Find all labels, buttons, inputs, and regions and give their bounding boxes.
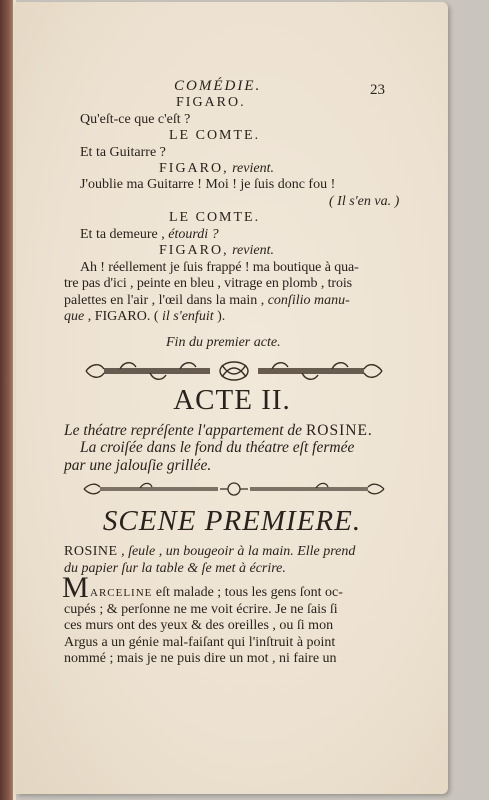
scene-title: SCENE PREMIERE. (102, 505, 362, 537)
ornament-divider (80, 481, 388, 497)
paragraph-line: que , FIGARO. ( il s'enfuit ). (64, 309, 226, 324)
body-line: ARCELINE eſt malade ; tous les gens ſont oc- (90, 585, 343, 600)
speaker-comte: LE COMTE. (169, 128, 261, 143)
running-head: COMÉDIE. (174, 78, 262, 94)
act-title: ACTE II. (173, 384, 291, 416)
paragraph-line: Ah ! réellement je ſuis frappé ! ma boutique à qua- (80, 260, 359, 275)
rosine-direction: du papier ſur la table & ſe met à écrire. (64, 561, 286, 576)
body-line: nommé ; mais je ne puis dire un mot , ni faire un (64, 651, 337, 666)
body-line: Argus a un génie mal-faiſant qui l'inſtruit à point (64, 635, 336, 650)
paragraph-line: tre pas d'ici , peinte en bleu , vitrage en plomb , trois (64, 276, 353, 291)
dialogue-line: Et ta demeure , étourdi ? (80, 227, 219, 242)
speaker-figaro: FIGARO. (176, 95, 246, 110)
speaker-figaro-revient: FIGARO, revient. (159, 243, 274, 258)
speaker-figaro-revient: FIGARO, revient. (159, 161, 274, 176)
page-number: 23 (370, 82, 385, 98)
rosine-direction: ROSINE , ſeule , un bougeoir à la main. Elle prend (64, 544, 356, 559)
ornament-divider (80, 359, 388, 383)
stage-direction: par une jalouſie grillée. (64, 457, 212, 474)
dialogue-line: Qu'eſt-ce que c'eſt ? (80, 112, 191, 127)
body-line: cupés ; & perſonne ne me voit écrire. Je ne ſais ſi (64, 602, 338, 617)
stage-direction: Le théatre repréſente l'appartement de ROSINE. (64, 422, 373, 439)
speaker-comte: LE COMTE. (169, 210, 261, 225)
dialogue-line: J'oublie ma Guitarre ! Moi ! je ſuis donc fou ! (80, 177, 336, 192)
stage-direction: La croiſée dans le fond du théatre eſt fermée (80, 439, 355, 456)
body-line: ces murs ont des yeux & des oreilles , ou ſi mon (64, 618, 334, 633)
stage-aside: ( Il s'en va. ) (329, 194, 400, 209)
book-spine (0, 0, 16, 800)
end-of-act: Fin du premier acte. (166, 335, 281, 350)
paragraph-line: palettes en l'air , l'œil dans la main , conſilio manu- (64, 293, 350, 308)
book-page (16, 2, 448, 794)
dialogue-line: Et ta Guitarre ? (80, 145, 166, 160)
drop-cap: M (62, 571, 89, 604)
